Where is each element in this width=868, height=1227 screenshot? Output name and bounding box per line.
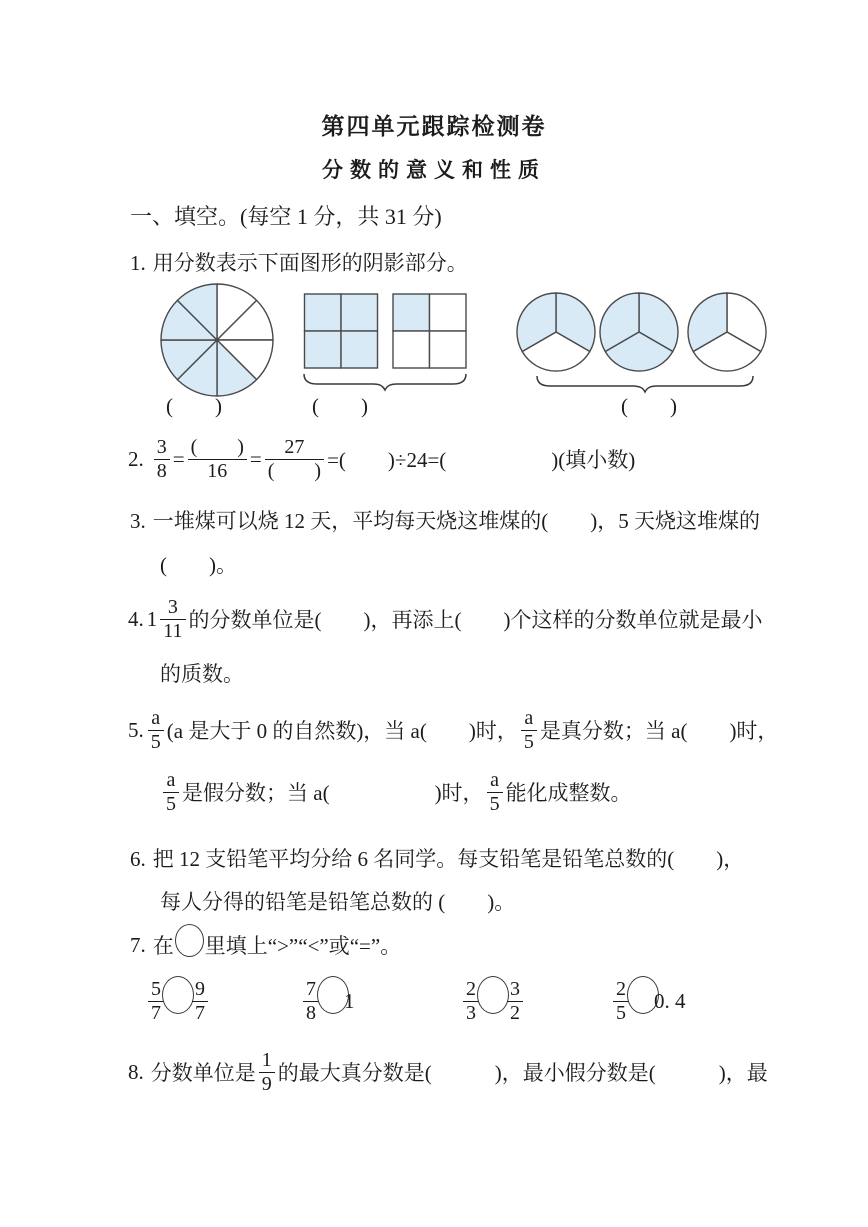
question-text: 是真分数；当 a( )时， — [539, 719, 779, 743]
question-text: 是假分数；当 a( )时， — [182, 781, 484, 805]
denominator: 2 — [510, 1001, 520, 1024]
question-text: 的最大真分数是( )，最小假分数是( )，最 — [277, 1061, 768, 1085]
comparison-2 — [300, 972, 355, 1030]
fraction-9-7 — [192, 979, 208, 1024]
question-number: 4. — [128, 606, 144, 631]
numerator: 27 — [284, 435, 305, 458]
answer-blank-circles: ( ) — [621, 394, 677, 418]
question-1 — [130, 247, 468, 277]
denominator: 9 — [261, 1072, 272, 1095]
fraction-5-7 — [148, 979, 164, 1024]
comparison-1 — [145, 972, 211, 1030]
denominator: 8 — [306, 1001, 316, 1024]
comparison-4 — [610, 972, 686, 1030]
comparison-value: 1 — [344, 988, 355, 1013]
question-text: 分数单位是 — [150, 1061, 256, 1085]
denominator: 16 — [207, 459, 228, 482]
fraction-a-5 — [163, 770, 179, 815]
fraction-27-blank — [265, 437, 324, 482]
fraction-a-5 — [148, 708, 164, 753]
comparison-3 — [460, 972, 526, 1030]
comparison-circle-icon — [175, 924, 204, 957]
numerator: 1 — [261, 1048, 272, 1071]
question-3 — [130, 505, 760, 535]
equation-tail: =( )÷24=( )(填小数) — [327, 448, 636, 472]
denominator: 7 — [151, 1001, 161, 1024]
fraction-a-5 — [487, 770, 503, 815]
denominator: 5 — [489, 792, 500, 815]
question-2 — [128, 430, 635, 488]
question-text: 里填上“>”“<”或“=”。 — [204, 934, 402, 958]
numerator: 7 — [306, 977, 316, 1000]
numerator: 3 — [167, 595, 178, 618]
numerator: a — [490, 768, 499, 791]
denominator: 5 — [616, 1001, 626, 1024]
denominator: 5 — [523, 730, 534, 753]
question-4 — [128, 592, 763, 646]
question-5-line2 — [160, 765, 632, 819]
fraction-1-9 — [259, 1050, 275, 1095]
question-3-line2: ( )。 — [160, 553, 237, 577]
fraction-blank-16 — [188, 437, 247, 482]
comparison-circle-icon — [477, 976, 509, 1014]
question-number: 2. — [128, 446, 144, 471]
equals-sign: = — [249, 446, 262, 471]
question-text: 的分数单位是( )，再添上( )个这样的分数单位就是最小 — [188, 608, 763, 632]
question-number: 1. — [130, 251, 146, 275]
numerator: 5 — [151, 977, 161, 1000]
question-4-line2: 的质数。 — [160, 662, 244, 686]
question-7 — [130, 926, 401, 964]
fraction-3-8 — [154, 437, 170, 482]
question-number: 3. — [130, 509, 146, 533]
fraction-2-5 — [613, 979, 629, 1024]
numerator: 9 — [195, 977, 205, 1000]
denominator: 3 — [466, 1001, 476, 1024]
answer-blank-circle: ( ) — [166, 394, 222, 418]
numerator: 3 — [156, 435, 167, 458]
fraction-3-11 — [160, 597, 185, 642]
question-number: 7. — [130, 932, 146, 957]
question-text: 能化成整数。 — [505, 781, 632, 805]
denominator: 5 — [166, 792, 176, 815]
numerator: a — [166, 768, 176, 791]
question-text: 一堆煤可以烧 12 天，平均每天烧这堆煤的( )，5 天烧这堆煤的 — [152, 509, 760, 533]
section-heading: 一、填空。(每空 1 分，共 31 分) — [130, 204, 442, 229]
question-text: 用分数表示下面图形的阴影部分。 — [152, 251, 468, 275]
question-number: 5. — [128, 717, 144, 742]
fraction-squares-figure — [303, 292, 469, 370]
page-subtitle: 分数的意义和性质 — [322, 158, 546, 182]
question-8 — [128, 1044, 768, 1100]
numerator: 2 — [466, 977, 476, 1000]
question-6 — [130, 843, 744, 873]
question-text: 在 — [152, 934, 174, 958]
question-number: 6. — [130, 847, 146, 871]
numerator: 2 — [616, 977, 626, 1000]
question-number: 8. — [128, 1059, 144, 1084]
question-text: 把 12 支铅笔平均分给 6 名同学。每支铅笔是铅笔总数的( )， — [152, 847, 745, 871]
comparison-value: 0. 4 — [654, 988, 686, 1013]
numerator: ( ) — [190, 435, 244, 458]
denominator: 5 — [150, 730, 161, 753]
equals-sign: = — [172, 446, 185, 471]
answer-blank-squares: ( ) — [312, 394, 368, 418]
question-6-line2: 每人分得的铅笔是铅笔总数的 ( )。 — [160, 890, 516, 914]
whole-number: 1 — [146, 606, 158, 631]
comparison-circle-icon — [162, 976, 194, 1014]
fraction-circle-eighths-figure — [158, 281, 276, 399]
denominator: 7 — [195, 1001, 205, 1024]
question-5 — [128, 703, 778, 757]
question-text: (a 是大于 0 的自然数)，当 a( )时， — [166, 719, 518, 743]
fraction-circles-thirds-figure — [514, 290, 770, 374]
numerator: 3 — [510, 977, 520, 1000]
fraction-a-5 — [521, 708, 537, 753]
numerator: a — [151, 706, 161, 729]
fraction-7-8 — [303, 979, 319, 1024]
numerator: a — [524, 706, 534, 729]
fraction-2-3 — [463, 979, 479, 1024]
fraction-3-2 — [507, 979, 523, 1024]
denominator: ( ) — [267, 459, 322, 482]
denominator: 8 — [156, 459, 167, 482]
denominator: 11 — [163, 619, 183, 642]
page-title: 第四单元跟踪检测卷 — [321, 114, 547, 139]
